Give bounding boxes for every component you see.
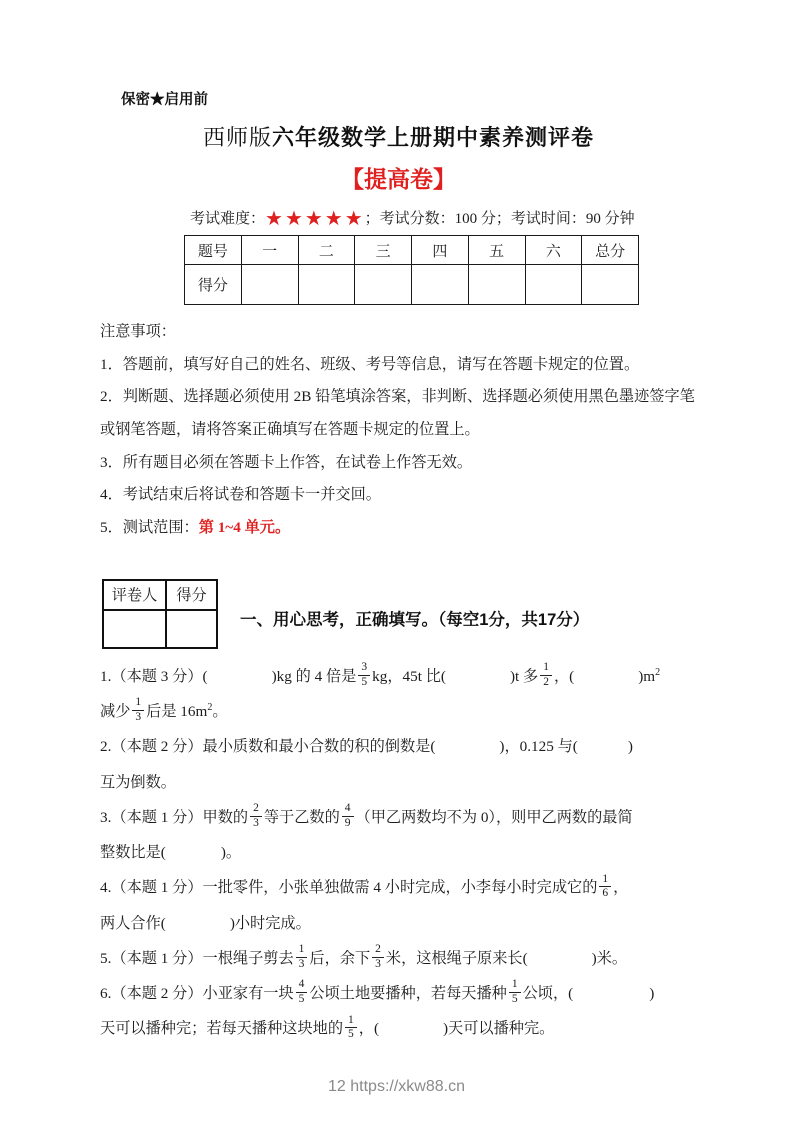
- grader-score-box: [102, 579, 218, 649]
- fraction: $\frac{1}{5}$: [345, 1014, 357, 1043]
- notice-item-3: 3．所有题目必须在答题卡上作答，在试卷上作答无效。: [100, 453, 473, 471]
- grader-box-empty-row: [103, 610, 217, 648]
- grader-box-header-row: [103, 580, 217, 610]
- fraction: $\frac{1}{5}$: [509, 978, 521, 1007]
- page-title: [100, 121, 697, 152]
- score-table-header-cell: 二: [298, 236, 355, 265]
- score-table-header-row: [185, 236, 639, 265]
- score-label-cell: 得分: [166, 580, 217, 610]
- score-empty-cell: [468, 265, 525, 305]
- notice-item-1: 1．答题前，填写好自己的姓名、班级、考号等信息，请写在答题卡规定的位置。: [100, 355, 640, 373]
- score-empty-cell: [582, 265, 639, 305]
- difficulty-stars-icon: ★★★★★: [265, 208, 365, 230]
- exam-info-line: [190, 206, 697, 231]
- fraction: $\frac{1}{2}$: [540, 661, 552, 690]
- score-table-header-cell: 五: [468, 236, 525, 265]
- question-1: 1.（本题 3 分）( )kg 的 4 倍是 $\frac{3}{5}$ kg，45t 比( )t 多 $\frac{1}{2}$ ，( )$m^2$ 减少 $\frac{1}{3}$ 后是 $16m^2$。: [100, 660, 661, 723]
- fraction: $\frac{1}{3}$: [296, 943, 308, 972]
- score-empty-cell: [241, 265, 298, 305]
- score-table-header-cell: 题号: [185, 236, 242, 265]
- question-4: 4.（本题 1 分）一批零件，小张单独做需 4 小时完成，小李每小时完成它的 $\frac{1}{6}$ ， 两人合作( )小时完成。: [100, 872, 629, 932]
- notice-item-5-prefix: 5．测试范围：: [100, 519, 199, 537]
- notice-item-5-range: 第 1~4 单元。: [198, 519, 291, 537]
- score-empty-cell: [412, 265, 469, 305]
- score-empty-cell: [355, 265, 412, 305]
- score-table-header-cell: 一: [241, 236, 298, 265]
- score-empty-cell: [298, 265, 355, 305]
- exam-score-time-text: ；考试分数：100 分；考试时间：90 分钟: [364, 211, 635, 227]
- notice-title: 注意事项：: [100, 323, 176, 340]
- score-row-label: 得分: [185, 265, 242, 305]
- fraction: $\frac{2}{3}$: [250, 802, 262, 831]
- score-table-header-cell: 总分: [582, 236, 639, 265]
- fill-in-questions: [100, 659, 697, 1047]
- page-title-main: 六年级数学上册期中素养测评卷: [272, 125, 595, 150]
- grader-label-cell: 评卷人: [103, 580, 166, 610]
- score-table-header-cell: 三: [355, 236, 412, 265]
- difficulty-label: 考试难度：: [190, 211, 266, 227]
- notice-item-4: 4．考试结束后将试卷和答题卡一并交回。: [100, 486, 381, 504]
- score-empty-cell: [166, 610, 217, 648]
- fraction: $\frac{1}{6}$: [599, 873, 611, 902]
- page-title-prefix: 西师版: [202, 125, 272, 150]
- fraction: $\frac{4}{5}$: [296, 978, 308, 1007]
- notice-item-2: 2．判断题、选择题必须使用 2B 铅笔填涂答案，非判断、选择题必须使用黑色墨迹签字笔或钢笔答题，请将答案正确填写在答题卡规定的位置上。: [100, 388, 695, 439]
- notice-item-5: [100, 512, 697, 545]
- score-table-score-row: [185, 265, 639, 305]
- score-summary-table: [184, 235, 639, 305]
- score-table-header-cell: 四: [412, 236, 469, 265]
- confidential-label: 保密★启用前: [121, 92, 208, 108]
- paper-level-badge: 【提高卷】: [341, 166, 456, 192]
- score-table-header-cell: 六: [525, 236, 582, 265]
- section-one-header-row: [100, 579, 697, 649]
- question-2: 2.（本题 2 分）最小质数和最小合数的积的倒数是( )，0.125 与( ) 互为倒数。: [100, 738, 633, 791]
- fraction: $\frac{2}{3}$: [372, 943, 384, 972]
- section-one-heading: 一、用心思考，正确填写。（每空1分，共17分）: [240, 610, 590, 629]
- fraction: $\frac{4}{9}$: [342, 802, 354, 831]
- fraction: $\frac{1}{3}$: [132, 696, 144, 725]
- question-3: 3.（本题 1 分）甲数的 $\frac{2}{3}$ 等于乙数的 $\frac{4}{9}$ （甲乙两数均不为 0），则甲乙两数的最简 整数比是( )。: [100, 801, 633, 862]
- question-5: 5.（本题 1 分）一根绳子剪去 $\frac{1}{3}$ 后，余下 $\frac{2}{3}$ 米，这根绳子原来长( )米。: [100, 943, 628, 970]
- fraction: $\frac{3}{5}$: [358, 661, 370, 690]
- notice-section: [100, 316, 697, 545]
- grader-empty-cell: [103, 610, 166, 648]
- question-6: 6.（本题 2 分）小亚家有一块 $\frac{4}{5}$ 公顷土地要播种，若每天播种 $\frac{1}{5}$ 公顷，( ) 天可以播种完；若每天播种这块地的 $\frac{1}{5}$ ，( )天可以播种完。: [100, 978, 655, 1041]
- score-empty-cell: [525, 265, 582, 305]
- page-footer-url: 12 https://xkw88.cn: [328, 1078, 465, 1095]
